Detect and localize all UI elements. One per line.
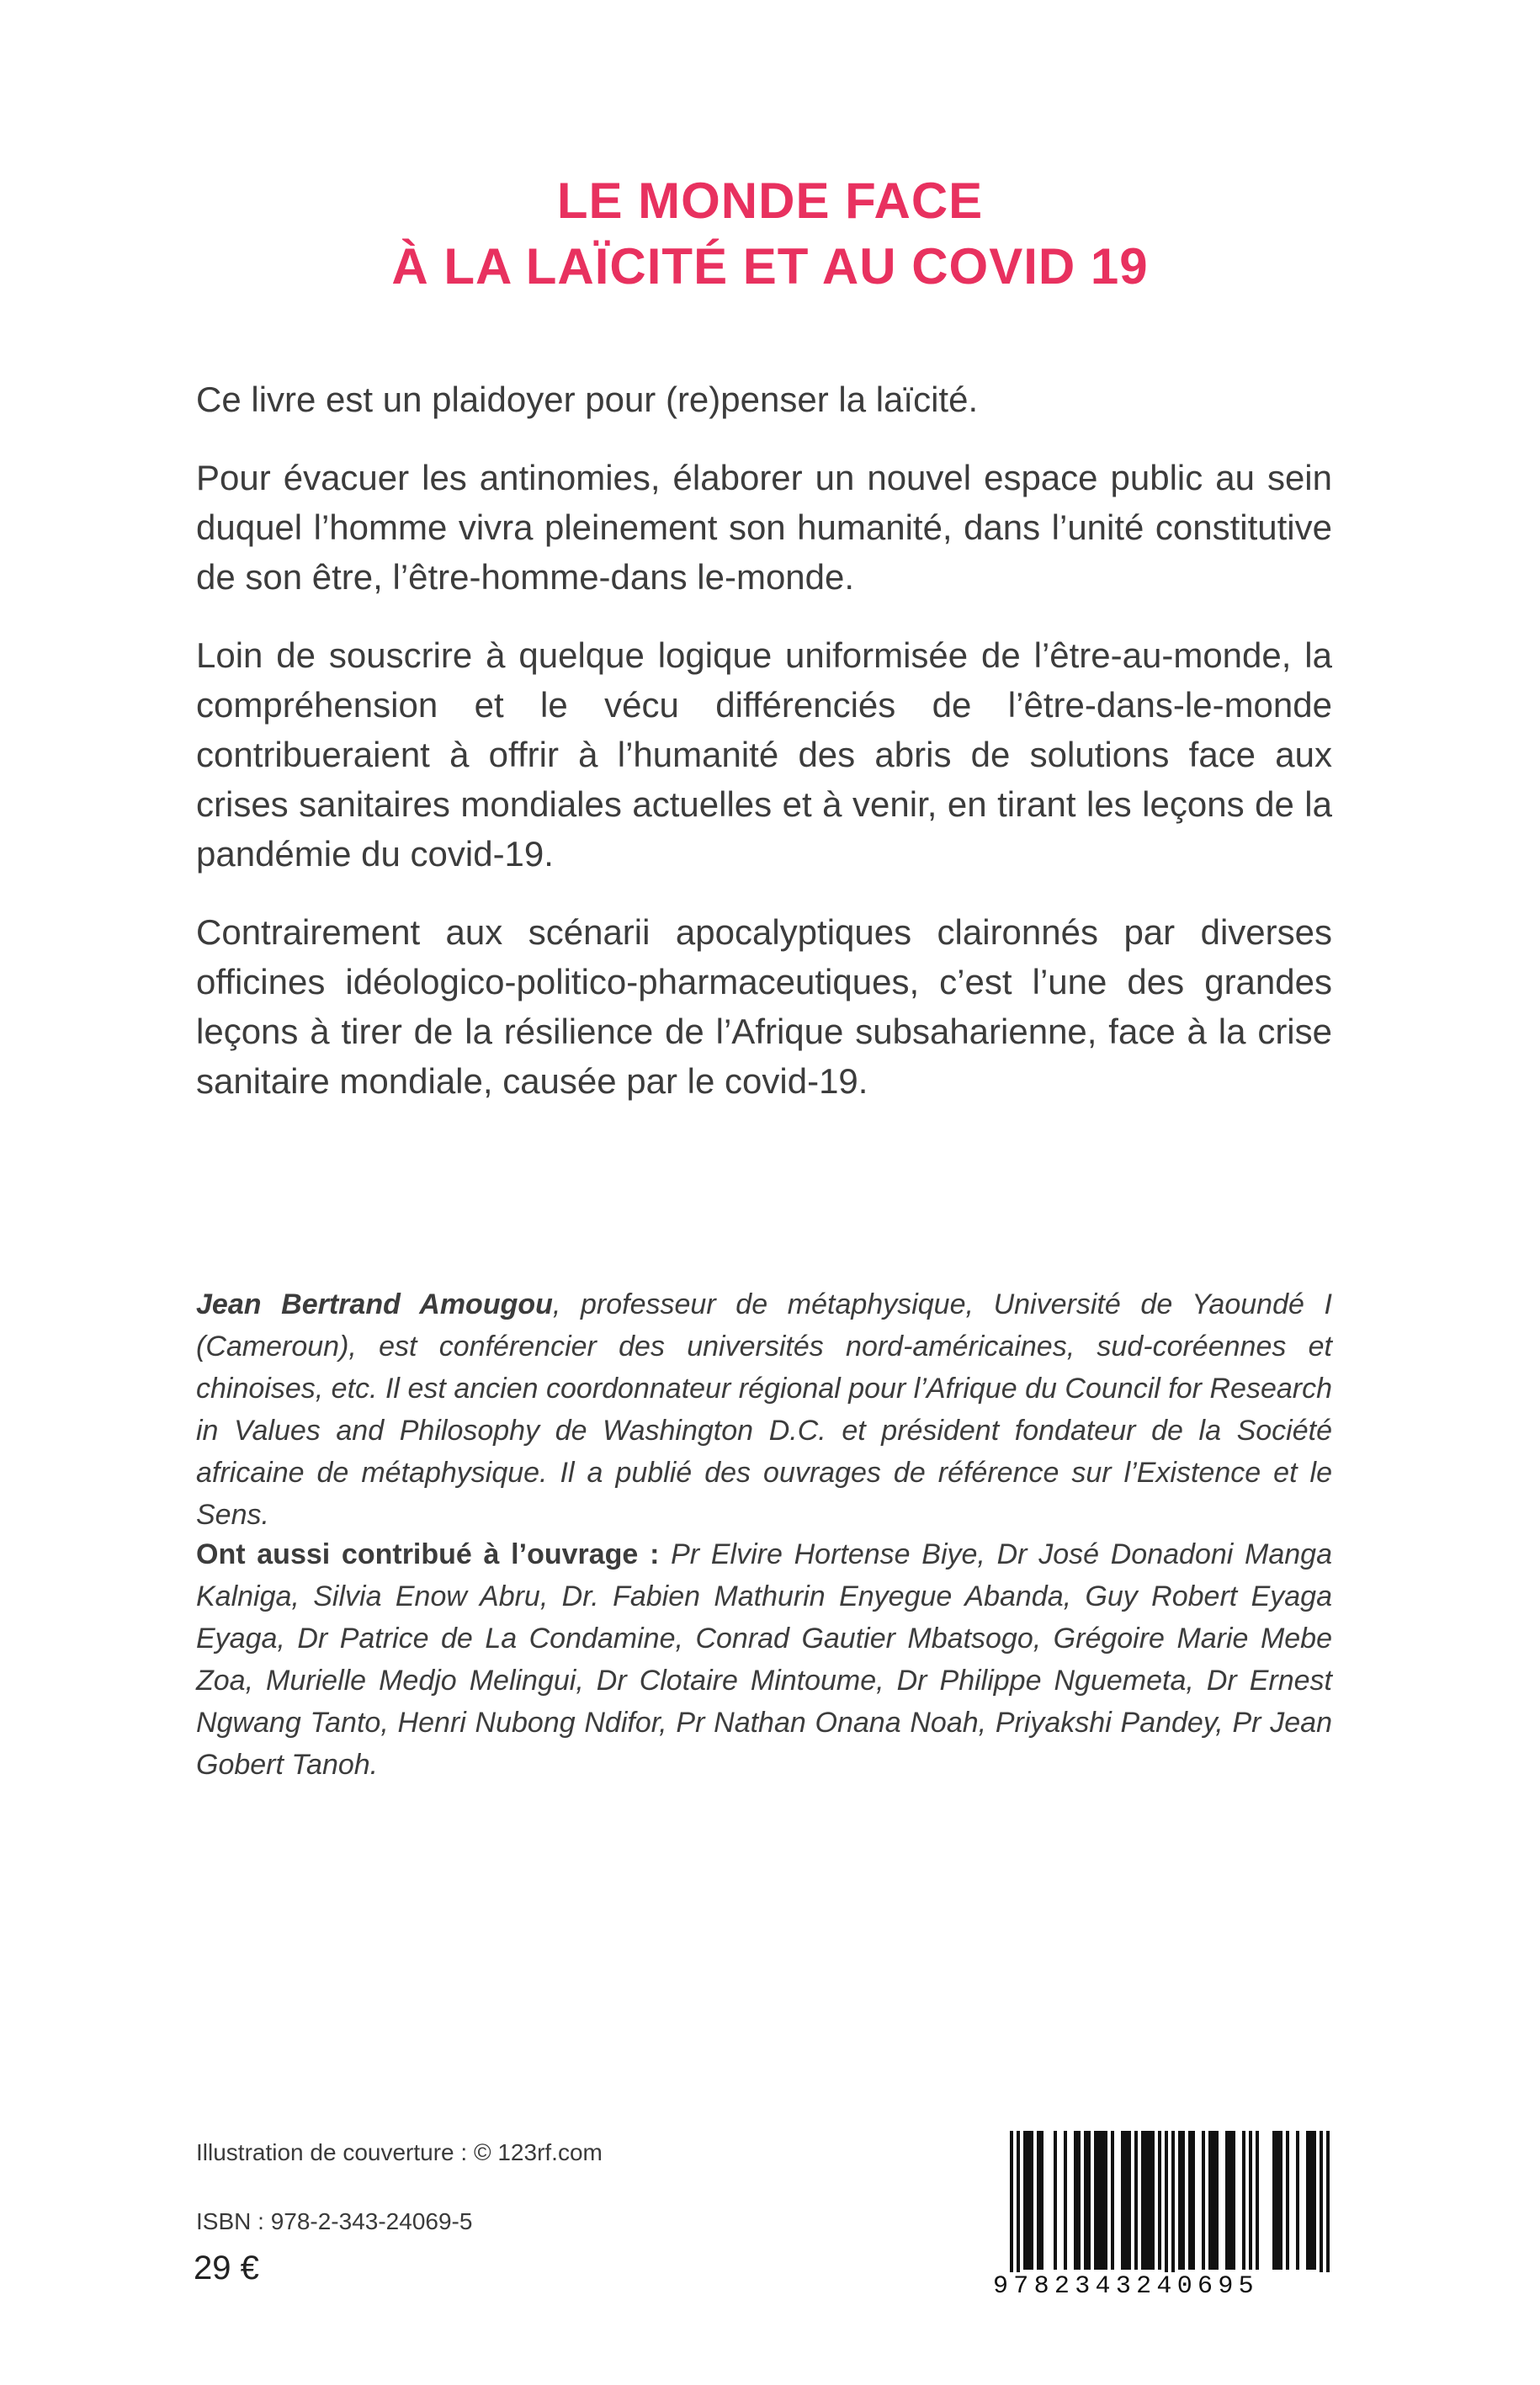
barcode-bar: [1256, 2131, 1259, 2270]
barcode-bar: [1121, 2131, 1124, 2270]
barcode-bar: [1192, 2131, 1195, 2270]
title-line-1: LE MONDE FACE: [556, 173, 984, 229]
barcode-bar: [1232, 2131, 1235, 2270]
title-line-2: À LA LAÏCITÉ ET AU COVID 19: [391, 238, 1149, 295]
barcode-bar: [1215, 2131, 1219, 2270]
barcode-bar: [1010, 2131, 1013, 2291]
barcode-bar: [1326, 2131, 1330, 2291]
barcode-bar: [1064, 2131, 1067, 2270]
contributors-lead: Ont aussi contribué à l’ouvrage :: [196, 1538, 660, 1570]
barcode-bar: [1158, 2131, 1161, 2270]
barcode-bar: [1320, 2131, 1323, 2291]
barcode-bar: [1272, 2131, 1276, 2270]
author-bio: [196, 1283, 1332, 1536]
barcode-bar: [1309, 2131, 1313, 2270]
isbn: ISBN : 978-2-343-24069-5: [196, 2208, 473, 2234]
contributors-names: Pr Elvire Hortense Biye, Dr José Donadoni Manga Kalniga, Silvia Enow Abru, Dr. Fabien Mathurin Enyegue Abanda, Guy Robert Eyaga Eyaga, Dr Patrice de La Condamine, Conrad Gautier Mbatsogo, Grégoire Marie Mebe Zoa, Murielle Medjo Melingui, Dr Clotaire Mintoume, Dr Philippe Nguemeta, Dr Ernest Ngwang Tanto, Henri Nubong Ndifor, Pr Nathan Onana Noah, Priyakshi Pandey, Pr Jean Gobert Tanoh.: [196, 1538, 1332, 1781]
barcode-bar: [1225, 2131, 1229, 2270]
barcode-bar: [1101, 2131, 1104, 2270]
barcode-bar: [1182, 2131, 1185, 2270]
book-title: [0, 168, 1540, 300]
barcode-bar: [1286, 2131, 1289, 2270]
barcode-bar: [1074, 2131, 1077, 2270]
barcode-bar: [1229, 2131, 1232, 2270]
barcode-bar: [1017, 2131, 1020, 2291]
price: 29 €: [194, 2250, 259, 2287]
back-cover-blurb: [196, 374, 1332, 1134]
blurb-paragraph: Contrairement aux scénarii apocalyptiques claironnés par diverses officines idéologico-politico-pharmaceutiques, c’est l’une des grandes leçons à tirer de la résilience de l’Afrique subsaharienne, face à la crise sanitaire mondiale, causée par le covid-19.: [196, 912, 1332, 1101]
barcode-bar: [1208, 2131, 1212, 2270]
barcode-bar: [1276, 2131, 1279, 2270]
author-bio-text: , professeur de métaphysique, Université de Yaoundé I (Cameroun), est conférencier des universités nord-américaines, sud-coréennes et chinoises, etc. Il est ancien coordonnateur régional pour l’Afrique du Council for Research in Values and Philosophy de Washington D.C. et président fondateur de la Société africaine de métaphysique. Il a publié des ouvrages de référence sur l’Existence et le Sens.: [196, 1288, 1332, 1531]
barcode-bar: [1242, 2131, 1245, 2270]
barcode-bar: [1178, 2131, 1182, 2270]
barcode-bar: [1054, 2131, 1057, 2270]
barcode-bar: [1165, 2131, 1168, 2291]
barcode: [991, 2131, 1345, 2324]
barcode-bar: [1296, 2131, 1299, 2270]
barcode-bar: [1097, 2131, 1101, 2270]
barcode-bar: [1030, 2131, 1033, 2270]
barcode-bar: [1171, 2131, 1175, 2291]
barcode-bar: [1111, 2131, 1114, 2270]
barcode-bar: [1148, 2131, 1151, 2270]
barcode-bar: [1104, 2131, 1107, 2270]
barcode-bar: [1087, 2131, 1091, 2270]
barcode-bar: [1212, 2131, 1215, 2270]
illustration-credit: Illustration de couverture : © 123rf.com: [196, 2139, 603, 2165]
barcode-bar: [1084, 2131, 1087, 2270]
barcode-bar: [1188, 2131, 1192, 2270]
barcode-digits: 9782343240695: [991, 2272, 1346, 2301]
author-name: Jean Bertrand Amougou: [196, 1288, 553, 1320]
barcode-bar: [1037, 2131, 1040, 2270]
barcode-bar: [1027, 2131, 1030, 2270]
barcode-bar: [1077, 2131, 1081, 2270]
barcode-bar: [1249, 2131, 1252, 2270]
barcode-bar: [1306, 2131, 1309, 2270]
blurb-paragraph: Loin de souscrire à quelque logique uniformisée de l’être-au-monde, la compréhension et le vécu différenciés de l’être-dans-le-monde contribueraient à offrir à l’humanité des abris de solutions face aux crises sanitaires mondiales actuelles et à venir, en tirant les leçons de la pandémie du covid-19.: [196, 635, 1332, 874]
barcode-bar: [1040, 2131, 1043, 2270]
barcode-bar: [1279, 2131, 1282, 2270]
barcode-bar: [1202, 2131, 1205, 2270]
barcode-bar: [1128, 2131, 1131, 2270]
barcode-bar: [1151, 2131, 1155, 2270]
barcode-bar: [1124, 2131, 1128, 2270]
contributors: [196, 1533, 1332, 1786]
barcode-bar: [1094, 2131, 1097, 2270]
barcode-bar: [1313, 2131, 1316, 2270]
barcode-bar: [1134, 2131, 1138, 2270]
barcode-bar: [1144, 2131, 1148, 2270]
barcode-bar: [1141, 2131, 1144, 2270]
blurb-paragraph: Pour évacuer les antinomies, élaborer un nouvel espace public au sein duquel l’homme vivra pleinement son humanité, dans l’unité constitutive de son être, l’être-homme-dans le-monde.: [196, 458, 1332, 597]
barcode-bar: [1023, 2131, 1027, 2270]
blurb-paragraph: Ce livre est un plaidoyer pour (re)penser la laïcité.: [196, 380, 979, 419]
